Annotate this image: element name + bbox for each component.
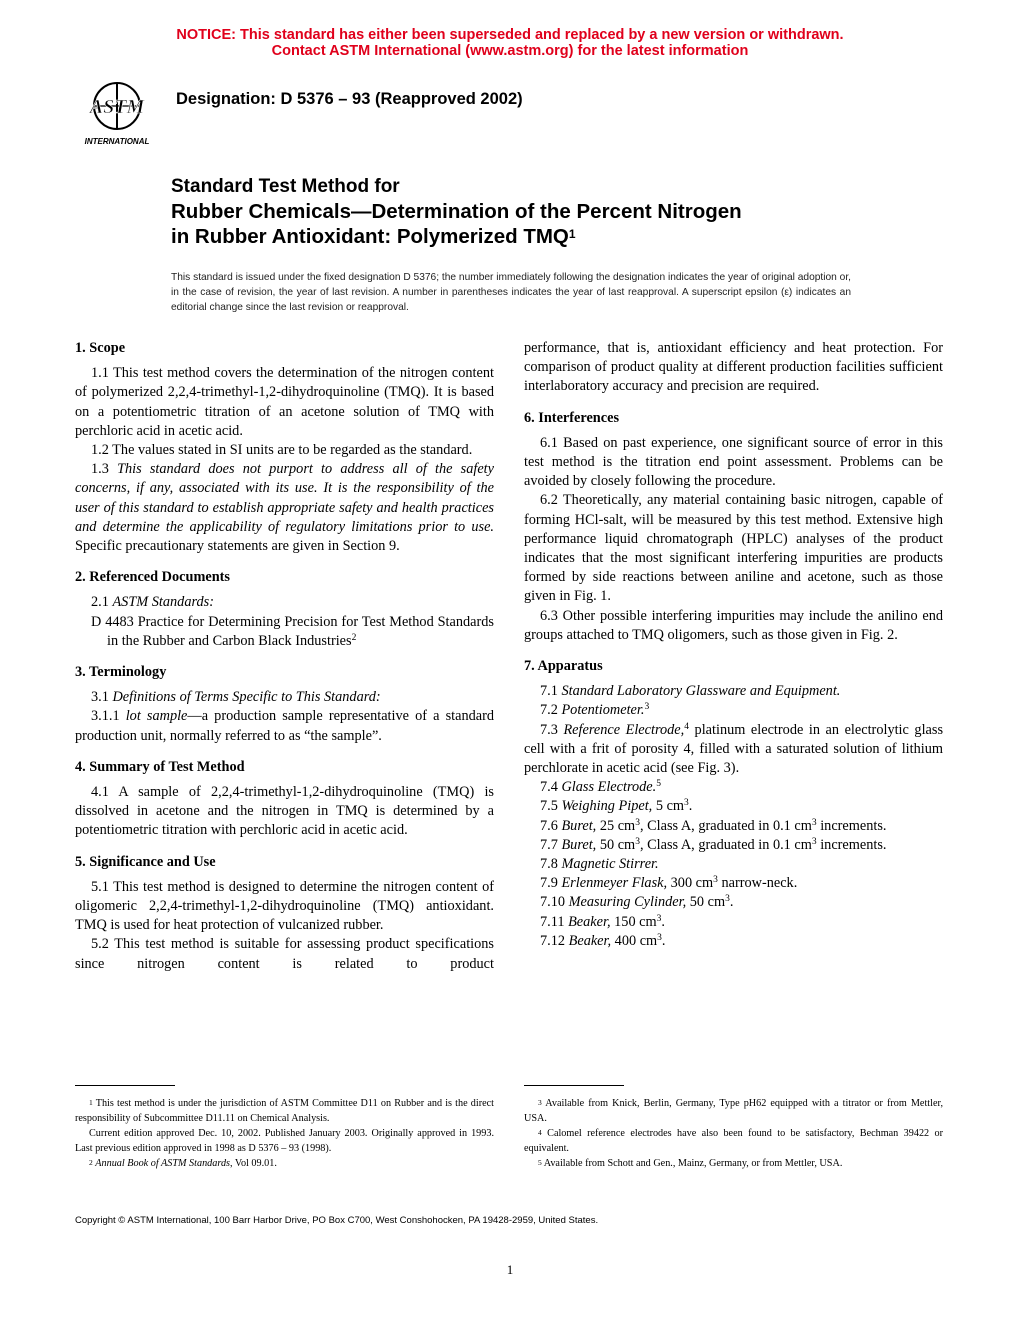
paragraph — [75, 460, 494, 556]
list-item — [524, 893, 943, 912]
superscript: 3 — [657, 932, 662, 943]
footnote — [524, 1096, 943, 1126]
paragraph-text: 50 cm — [689, 894, 726, 911]
footnote-text: Calomel reference electrodes have also been found to be satisfactory, Bechman 39422 or equivalent. — [524, 1128, 944, 1154]
clause-number: 3.1.1 — [91, 708, 120, 725]
paragraph: 5.1 This test method is designed to determine the nitrogen content of oligomeric 2,2,4-trimethyl-1,2-dihydroquinoline (TMQ) antioxidant. TMQ is used for heat protection of vulcanized rubber. — [75, 878, 494, 934]
italic-text: This standard does not purport to address all of the safety concerns, if any, associated with its use. It is the responsibility of the user of this standard to establish appropriate safety and health practices and determine the applicability of regulatory limitations prior to use. — [75, 461, 494, 535]
paragraph-text: , Class A, graduated in 0.1 cm — [639, 836, 812, 853]
footnote — [524, 1156, 943, 1171]
clause-number: 7.4 — [540, 779, 558, 796]
footnote-mark: 4 — [538, 1128, 542, 1137]
footnote-mark: 3 — [538, 1098, 542, 1107]
page-number: 1 — [506, 1262, 514, 1277]
footnotes-left — [75, 1096, 494, 1171]
logo-text: ASTM — [89, 96, 145, 118]
clause-number: 7.5 — [540, 798, 558, 815]
clause-number: 2.1 — [91, 594, 109, 611]
paragraph-text: 5 cm — [655, 798, 685, 815]
paragraph — [75, 593, 494, 612]
footnote — [75, 1096, 494, 1126]
superscript: 3 — [725, 894, 730, 905]
astm-logo-icon — [72, 78, 162, 150]
paragraph: 6.2 Theoretically, any material containing basic nitrogen, capable of forming HCl-salt, will be measured by this test method. Extensive high performance liquid chromatograph (HPLC) analyses of the product indicates that the most significant interfering impurities are products formed by side reactions between aniline and acetone, such as those given in Fig. 1. — [524, 492, 943, 605]
footnote: Current edition approved Dec. 10, 2002. Published January 2003. Originally approved in 1993. Last previous edition approved in 1998 as D 5376 – 93 (1998). — [75, 1128, 494, 1154]
footnote-mark: 5 — [656, 779, 661, 790]
italic-text: Beaker, — [568, 913, 611, 930]
logo-subtext: INTERNATIONAL — [84, 137, 150, 146]
paragraph-text: increments. — [820, 836, 887, 853]
paragraph-text: 50 cm — [599, 836, 636, 853]
superscript: 3 — [713, 875, 718, 886]
list-item — [524, 682, 943, 701]
punctuation: . — [661, 913, 665, 930]
italic-text: Definitions of Terms Specific to This Standard: — [112, 689, 381, 706]
list-item — [524, 778, 943, 797]
right-column — [524, 339, 943, 951]
italic-text: Annual Book of ASTM Standards — [95, 1158, 230, 1169]
paragraph-text: increments. — [820, 817, 887, 834]
superscript: 3 — [684, 798, 689, 809]
italic-text: lot sample — [125, 708, 188, 725]
clause-number: 7.8 — [540, 856, 558, 873]
clause-number: 3.1 — [91, 689, 109, 706]
italic-text: Beaker, — [568, 932, 612, 949]
title-line-3 — [171, 224, 742, 249]
section-heading: 2. Referenced Documents — [75, 569, 230, 586]
paragraph — [75, 688, 494, 707]
clause-number: 7.2 — [540, 702, 558, 719]
paragraph-text: 300 cm — [670, 875, 714, 892]
footnote-mark: 2 — [89, 1158, 93, 1167]
clause-number: 7.12 — [540, 932, 566, 949]
section-heading: 5. Significance and Use — [75, 853, 216, 870]
title-line-1: Standard Test Method for — [171, 176, 400, 197]
italic-text: Erlenmeyer Flask, — [561, 875, 668, 892]
paragraph-text: Specific precautionary statements are given in Section 9. — [75, 538, 400, 555]
paragraph: performance, that is, antioxidant efficiency and heat protection. For comparison of product quality at different production facilities sufficient interlaboratory accuracy and precision are required. — [524, 340, 943, 395]
astm-logo — [72, 78, 162, 150]
italic-text: ASTM Standards: — [112, 594, 214, 611]
clause-number: 7.6 — [540, 817, 558, 834]
title-footnote-mark: 1 — [568, 227, 576, 241]
footnote-text: , Vol 09.01. — [230, 1158, 277, 1169]
footnote-mark: 2 — [351, 632, 357, 643]
paragraph-text: platinum electrode in an electrolytic glass cell with a frit of porosity 4, filled with a saturated solution of lithium perchlorate in acetic acid (see Fig. 3). — [524, 721, 944, 777]
paragraph — [75, 707, 494, 745]
paragraph: 6.1 Based on past experience, one significant source of error in this test method is the titration end point assessment. Problems can be avoided by closely following the procedure. — [524, 434, 943, 490]
paragraph-text: 150 cm — [614, 913, 657, 930]
section-heading: 7. Apparatus — [524, 658, 603, 675]
footnote — [524, 1126, 943, 1156]
clause-number: 7.10 — [540, 894, 566, 911]
italic-text: Standard Laboratory Glassware and Equipment. — [561, 683, 841, 700]
title-line-2: Rubber Chemicals—Determination of the Percent Nitrogen — [171, 200, 742, 223]
paragraph: 5.2 This test method is suitable for assessing product specifications since nitrogen content is related to product — [75, 936, 494, 972]
designation: Designation: D 5376 – 93 (Reapproved 2002) — [176, 90, 523, 108]
footnote-mark: 1 — [89, 1098, 93, 1107]
italic-text: Potentiometer. — [561, 702, 645, 719]
italic-text: Buret, — [561, 817, 597, 834]
footnote-divider — [524, 1085, 624, 1086]
document-title — [171, 175, 742, 249]
clause-number: 7.3 — [540, 721, 558, 738]
list-item — [524, 817, 943, 836]
italic-text: Magnetic Stirrer. — [561, 856, 659, 873]
footnote — [75, 1156, 494, 1171]
paragraph-text: —a production sample representative of a standard production unit, normally referred to as “the sample”. — [75, 708, 495, 744]
footnote-mark: 4 — [684, 721, 689, 732]
paragraph-text: narrow-neck. — [721, 875, 798, 892]
superscript: 3 — [635, 836, 640, 847]
list-item — [524, 721, 943, 779]
paragraph-text: 25 cm — [599, 817, 636, 834]
superscript: 3 — [656, 913, 662, 924]
footnote-text: Available from Knick, Berlin, Germany, Type pH62 equipped with a titrator or from Mettler, USA. — [524, 1098, 944, 1124]
punctuation: . — [661, 932, 666, 949]
title-line-3-text: in Rubber Antioxidant: Polymerized TMQ — [171, 225, 569, 248]
notice-line-1: NOTICE: This standard has either been superseded and replaced by a new version or withdrawn. — [176, 27, 844, 43]
footnotes-right — [524, 1096, 943, 1171]
clause-number: 7.1 — [540, 683, 558, 700]
superscript: 3 — [635, 817, 640, 828]
italic-text: Measuring Cylinder, — [568, 894, 687, 911]
clause-number: 7.9 — [540, 875, 558, 892]
clause-number: 1.3 — [91, 461, 109, 478]
left-column — [75, 339, 494, 974]
footnote-mark: 5 — [538, 1158, 542, 1167]
list-item — [524, 855, 943, 874]
punctuation: . — [729, 894, 734, 911]
list-item — [524, 913, 943, 932]
reference-item — [75, 613, 494, 651]
preamble: This standard is issued under the fixed designation D 5376; the number immediately following the designation indicates the year of original adoption or, in the case of revision, the year of last revision. A number in parentheses indicates the year of last reapproval. A superscript epsilon (ε) indicates an editorial change since the last revision or reapproval. — [171, 272, 851, 313]
reference-text: D 4483 Practice for Determining Precision for Test Method Standards in the Rubber and Carbon Black Industries — [91, 613, 494, 649]
superscript: 3 — [811, 836, 817, 847]
paragraph-text: 400 cm — [614, 932, 658, 949]
list-item — [524, 932, 943, 951]
italic-text: Buret, — [561, 836, 597, 853]
list-item — [524, 836, 943, 855]
list-item — [524, 701, 943, 720]
section-heading: 3. Terminology — [75, 664, 167, 681]
section-heading: 1. Scope — [75, 340, 126, 356]
footnote-divider — [75, 1085, 175, 1086]
section-heading: 6. Interferences — [524, 409, 620, 426]
footnote-text: This test method is under the jurisdiction of ASTM Committee D11 on Rubber and is the direct responsibility of Subcommittee D11.11 on Chemical Analysis. — [75, 1098, 494, 1124]
footnote-text: Available from Schott and Gen., Mainz, Germany, or from Mettler, USA. — [543, 1158, 843, 1169]
superscript: 3 — [811, 817, 817, 828]
section-heading: 4. Summary of Test Method — [75, 758, 245, 775]
footnote-mark: 3 — [644, 702, 650, 713]
paragraph: 6.3 Other possible interfering impurities may include the anilino end groups attached to TMQ oligomers, such as those given in Fig. 2. — [524, 607, 943, 643]
paragraph: 1.1 This test method covers the determination of the nitrogen content of polymerized 2,2,4-trimethyl-1,2-dihydroquinoline (TMQ). It is based on a potentiometric titration of an acetone solution of TMQ with perchloric acid in acetic acid. — [75, 365, 494, 439]
paragraph: 1.2 The values stated in SI units are to be regarded as the standard. — [91, 442, 473, 459]
clause-number: 7.7 — [540, 836, 558, 853]
list-item — [524, 797, 943, 816]
punctuation: . — [688, 798, 693, 815]
italic-text: Weighing Pipet, — [561, 798, 653, 815]
copyright: Copyright © ASTM International, 100 Barr Harbor Drive, PO Box C700, West Conshohocken, PA 19428-2959, United States. — [75, 1215, 599, 1226]
clause-number: 7.11 — [540, 913, 565, 930]
paragraph-text: , Class A, graduated in 0.1 cm — [639, 817, 812, 834]
notice-line-2: Contact ASTM International (www.astm.org) for the latest information — [271, 43, 749, 59]
list-item — [524, 874, 943, 893]
withdrawal-notice — [0, 27, 1020, 59]
italic-text: Glass Electrode. — [561, 779, 657, 796]
paragraph: 4.1 A sample of 2,2,4-trimethyl-1,2-dihydroquinoline (TMQ) is dissolved in acetone and the nitrogen in TMQ is determined by a potentiometric titration with perchloric acid in acetic acid. — [75, 784, 494, 839]
italic-text: Reference Electrode, — [563, 721, 685, 738]
